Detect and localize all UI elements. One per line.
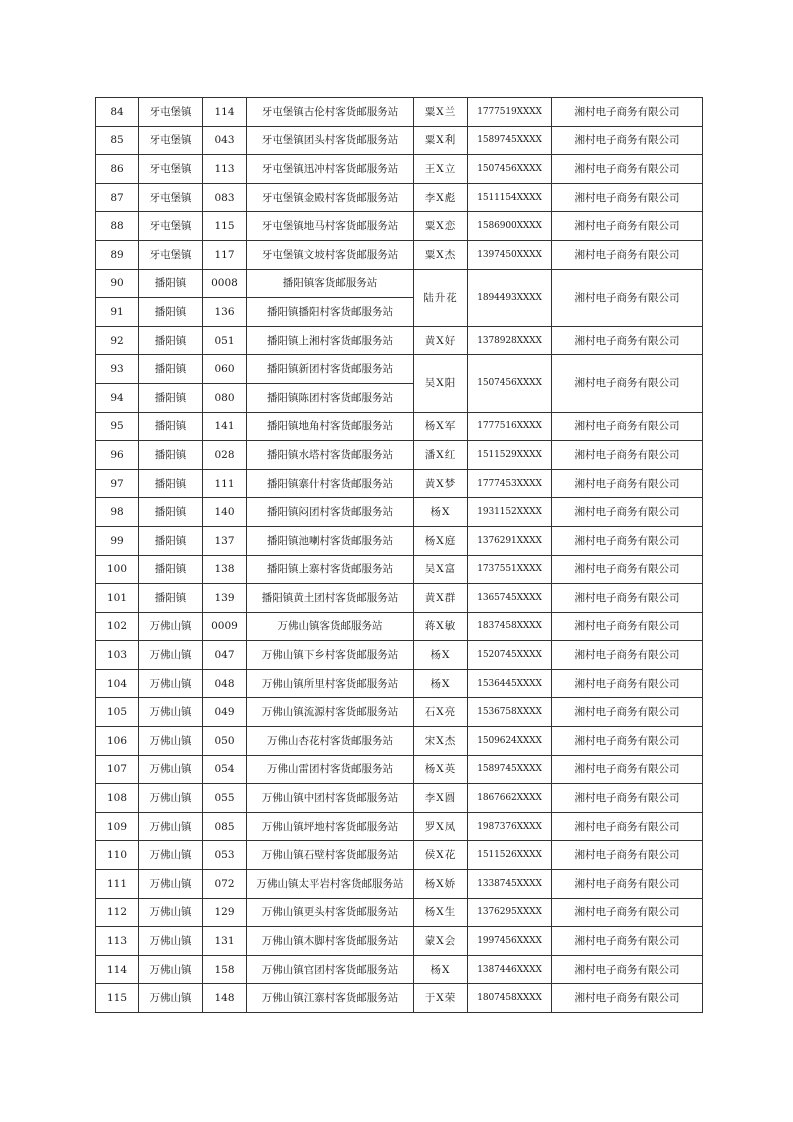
- town-cell: 万佛山镇: [139, 870, 203, 899]
- station-code-cell: 138: [203, 555, 247, 584]
- station-name-cell: 万佛山镇江寨村客货邮服务站: [247, 984, 414, 1013]
- contact-name-cell: 潘X红: [414, 441, 468, 470]
- phone-cell: 1867662XXXX: [468, 784, 552, 813]
- station-name-cell: 万佛山镇太平岩村客货邮服务站: [247, 870, 414, 899]
- table-row: [96, 612, 703, 641]
- row-number-cell: 99: [96, 526, 139, 555]
- company-cell: 湘村电子商务有限公司: [552, 984, 703, 1013]
- station-name-cell: 牙屯堡镇地马村客货邮服务站: [247, 212, 414, 241]
- row-number-cell: 108: [96, 784, 139, 813]
- town-cell: 播阳镇: [139, 555, 203, 584]
- phone-cell: 1807458XXXX: [468, 984, 552, 1013]
- phone-cell: 1338745XXXX: [468, 870, 552, 899]
- station-code-cell: 0008: [203, 269, 247, 298]
- station-code-cell: 148: [203, 984, 247, 1013]
- station-name-cell: 牙屯堡镇金殿村客货邮服务站: [247, 183, 414, 212]
- company-cell: 湘村电子商务有限公司: [552, 898, 703, 927]
- phone-cell: 1997456XXXX: [468, 927, 552, 956]
- company-cell: 湘村电子商务有限公司: [552, 126, 703, 155]
- station-name-cell: 万佛山镇流源村客货邮服务站: [247, 698, 414, 727]
- town-cell: 万佛山镇: [139, 784, 203, 813]
- station-code-cell: 111: [203, 469, 247, 498]
- company-cell: 湘村电子商务有限公司: [552, 841, 703, 870]
- town-cell: 万佛山镇: [139, 812, 203, 841]
- phone-cell: 1931152XXXX: [468, 498, 552, 527]
- station-code-cell: 053: [203, 841, 247, 870]
- station-name-cell: 播阳镇陈团村客货邮服务站: [247, 383, 414, 412]
- town-cell: 牙屯堡镇: [139, 126, 203, 155]
- table-row: [96, 212, 703, 241]
- town-cell: 万佛山镇: [139, 955, 203, 984]
- row-number-cell: 89: [96, 240, 139, 269]
- table-row: [96, 98, 703, 127]
- town-cell: 播阳镇: [139, 584, 203, 613]
- contact-name-cell: 杨X英: [414, 755, 468, 784]
- phone-cell: 1387446XXXX: [468, 955, 552, 984]
- station-name-cell: 万佛山镇所里村客货邮服务站: [247, 669, 414, 698]
- town-cell: 播阳镇: [139, 469, 203, 498]
- table-row: [96, 955, 703, 984]
- row-number-cell: 97: [96, 469, 139, 498]
- row-number-cell: 88: [96, 212, 139, 241]
- town-cell: 万佛山镇: [139, 984, 203, 1013]
- contact-name-cell: 罗X凤: [414, 812, 468, 841]
- table-row: [96, 355, 703, 384]
- contact-name-cell: 宋X杰: [414, 727, 468, 756]
- town-cell: 播阳镇: [139, 326, 203, 355]
- station-name-cell: 播阳镇新团村客货邮服务站: [247, 355, 414, 384]
- town-cell: 万佛山镇: [139, 727, 203, 756]
- town-cell: 播阳镇: [139, 269, 203, 298]
- station-name-cell: 播阳镇黄土团村客货邮服务站: [247, 584, 414, 613]
- table-row: [96, 812, 703, 841]
- row-number-cell: 92: [96, 326, 139, 355]
- company-cell: 湘村电子商务有限公司: [552, 498, 703, 527]
- station-code-cell: 043: [203, 126, 247, 155]
- town-cell: 播阳镇: [139, 298, 203, 327]
- phone-cell: 1376291XXXX: [468, 526, 552, 555]
- company-cell: 湘村电子商务有限公司: [552, 870, 703, 899]
- row-number-cell: 112: [96, 898, 139, 927]
- row-number-cell: 95: [96, 412, 139, 441]
- row-number-cell: 101: [96, 584, 139, 613]
- company-cell: 湘村电子商务有限公司: [552, 612, 703, 641]
- row-number-cell: 98: [96, 498, 139, 527]
- table-row: [96, 755, 703, 784]
- row-number-cell: 104: [96, 669, 139, 698]
- town-cell: 牙屯堡镇: [139, 155, 203, 184]
- phone-cell: 1511154XXXX: [468, 183, 552, 212]
- table-row: [96, 555, 703, 584]
- station-code-cell: 117: [203, 240, 247, 269]
- row-number-cell: 100: [96, 555, 139, 584]
- company-cell: 湘村电子商务有限公司: [552, 669, 703, 698]
- station-code-cell: 114: [203, 98, 247, 127]
- phone-cell: 1507456XXXX: [468, 155, 552, 184]
- company-cell: 湘村电子商务有限公司: [552, 555, 703, 584]
- row-number-cell: 111: [96, 870, 139, 899]
- company-cell: 湘村电子商务有限公司: [552, 326, 703, 355]
- station-code-cell: 049: [203, 698, 247, 727]
- station-code-cell: 085: [203, 812, 247, 841]
- phone-cell: 1777516XXXX: [468, 412, 552, 441]
- contact-name-cell: 吴X阳: [414, 355, 468, 412]
- company-cell: 湘村电子商务有限公司: [552, 441, 703, 470]
- table-row: [96, 870, 703, 899]
- table-row: [96, 727, 703, 756]
- station-name-cell: 万佛山雷团村客货邮服务站: [247, 755, 414, 784]
- station-code-cell: 054: [203, 755, 247, 784]
- table-row: [96, 240, 703, 269]
- contact-name-cell: 侯X花: [414, 841, 468, 870]
- station-name-cell: 播阳镇池喇村客货邮服务站: [247, 526, 414, 555]
- station-name-cell: 万佛山镇官团村客货邮服务站: [247, 955, 414, 984]
- station-code-cell: 080: [203, 383, 247, 412]
- row-number-cell: 91: [96, 298, 139, 327]
- table-row: [96, 469, 703, 498]
- station-code-cell: 158: [203, 955, 247, 984]
- town-cell: 万佛山镇: [139, 641, 203, 670]
- phone-cell: 1737551XXXX: [468, 555, 552, 584]
- town-cell: 万佛山镇: [139, 698, 203, 727]
- contact-name-cell: 杨X: [414, 955, 468, 984]
- station-name-cell: 播阳镇地角村客货邮服务站: [247, 412, 414, 441]
- contact-name-cell: 杨X: [414, 641, 468, 670]
- company-cell: 湘村电子商务有限公司: [552, 269, 703, 326]
- table-row: [96, 898, 703, 927]
- phone-cell: 1777519XXXX: [468, 98, 552, 127]
- town-cell: 播阳镇: [139, 526, 203, 555]
- row-number-cell: 113: [96, 927, 139, 956]
- company-cell: 湘村电子商务有限公司: [552, 584, 703, 613]
- contact-name-cell: 杨X生: [414, 898, 468, 927]
- company-cell: 湘村电子商务有限公司: [552, 240, 703, 269]
- town-cell: 万佛山镇: [139, 898, 203, 927]
- row-number-cell: 109: [96, 812, 139, 841]
- town-cell: 牙屯堡镇: [139, 98, 203, 127]
- phone-cell: 1378928XXXX: [468, 326, 552, 355]
- contact-name-cell: 粟X兰: [414, 98, 468, 127]
- station-name-cell: 万佛山镇更头村客货邮服务站: [247, 898, 414, 927]
- contact-name-cell: 蒋X敏: [414, 612, 468, 641]
- phone-cell: 1987376XXXX: [468, 812, 552, 841]
- station-code-cell: 0009: [203, 612, 247, 641]
- contact-name-cell: 蒙X会: [414, 927, 468, 956]
- row-number-cell: 110: [96, 841, 139, 870]
- station-code-cell: 131: [203, 927, 247, 956]
- table-row: [96, 126, 703, 155]
- contact-name-cell: 陆升花: [414, 269, 468, 326]
- town-cell: 万佛山镇: [139, 755, 203, 784]
- phone-cell: 1397450XXXX: [468, 240, 552, 269]
- station-name-cell: 万佛山镇下乡村客货邮服务站: [247, 641, 414, 670]
- row-number-cell: 115: [96, 984, 139, 1013]
- station-code-cell: 083: [203, 183, 247, 212]
- row-number-cell: 103: [96, 641, 139, 670]
- company-cell: 湘村电子商务有限公司: [552, 727, 703, 756]
- row-number-cell: 96: [96, 441, 139, 470]
- table-row: [96, 155, 703, 184]
- row-number-cell: 94: [96, 383, 139, 412]
- company-cell: 湘村电子商务有限公司: [552, 698, 703, 727]
- table-row: [96, 326, 703, 355]
- company-cell: 湘村电子商务有限公司: [552, 927, 703, 956]
- row-number-cell: 106: [96, 727, 139, 756]
- phone-cell: 1536758XXXX: [468, 698, 552, 727]
- table-row: [96, 927, 703, 956]
- town-cell: 万佛山镇: [139, 669, 203, 698]
- row-number-cell: 93: [96, 355, 139, 384]
- company-cell: 湘村电子商务有限公司: [552, 355, 703, 412]
- company-cell: 湘村电子商务有限公司: [552, 155, 703, 184]
- row-number-cell: 114: [96, 955, 139, 984]
- station-name-cell: 万佛山镇客货邮服务站: [247, 612, 414, 641]
- station-name-cell: 牙屯堡镇古伦村客货邮服务站: [247, 98, 414, 127]
- contact-name-cell: 杨X: [414, 498, 468, 527]
- town-cell: 万佛山镇: [139, 841, 203, 870]
- station-name-cell: 万佛山镇坪地村客货邮服务站: [247, 812, 414, 841]
- contact-name-cell: 粟X利: [414, 126, 468, 155]
- station-code-cell: 137: [203, 526, 247, 555]
- table-row: [96, 641, 703, 670]
- station-code-cell: 141: [203, 412, 247, 441]
- town-cell: 万佛山镇: [139, 927, 203, 956]
- contact-name-cell: 于X荣: [414, 984, 468, 1013]
- town-cell: 牙屯堡镇: [139, 240, 203, 269]
- table-row: [96, 984, 703, 1013]
- contact-name-cell: 李X彪: [414, 183, 468, 212]
- phone-cell: 1511529XXXX: [468, 441, 552, 470]
- contact-name-cell: 黄X好: [414, 326, 468, 355]
- station-code-cell: 129: [203, 898, 247, 927]
- station-name-cell: 万佛山杏花村客货邮服务站: [247, 727, 414, 756]
- table-row: [96, 784, 703, 813]
- station-code-cell: 113: [203, 155, 247, 184]
- station-code-cell: 055: [203, 784, 247, 813]
- contact-name-cell: 石X亮: [414, 698, 468, 727]
- phone-cell: 1511526XXXX: [468, 841, 552, 870]
- row-number-cell: 86: [96, 155, 139, 184]
- station-name-cell: 万佛山镇石壁村客货邮服务站: [247, 841, 414, 870]
- table-row: [96, 183, 703, 212]
- row-number-cell: 107: [96, 755, 139, 784]
- town-cell: 万佛山镇: [139, 612, 203, 641]
- town-cell: 播阳镇: [139, 355, 203, 384]
- station-code-cell: 050: [203, 727, 247, 756]
- company-cell: 湘村电子商务有限公司: [552, 183, 703, 212]
- phone-cell: 1376295XXXX: [468, 898, 552, 927]
- contact-name-cell: 杨X: [414, 669, 468, 698]
- table-row: [96, 841, 703, 870]
- station-code-cell: 115: [203, 212, 247, 241]
- phone-cell: 1536445XXXX: [468, 669, 552, 698]
- town-cell: 播阳镇: [139, 383, 203, 412]
- contact-name-cell: 杨X娇: [414, 870, 468, 899]
- company-cell: 湘村电子商务有限公司: [552, 755, 703, 784]
- contact-name-cell: 粟X杰: [414, 240, 468, 269]
- phone-cell: 1509624XXXX: [468, 727, 552, 756]
- phone-cell: 1586900XXXX: [468, 212, 552, 241]
- company-cell: 湘村电子商务有限公司: [552, 812, 703, 841]
- station-code-cell: 072: [203, 870, 247, 899]
- phone-cell: 1507456XXXX: [468, 355, 552, 412]
- town-cell: 播阳镇: [139, 441, 203, 470]
- table-row: [96, 584, 703, 613]
- station-name-cell: 播阳镇上湘村客货邮服务站: [247, 326, 414, 355]
- phone-cell: 1365745XXXX: [468, 584, 552, 613]
- contact-name-cell: 王X立: [414, 155, 468, 184]
- station-name-cell: 播阳镇上寨村客货邮服务站: [247, 555, 414, 584]
- contact-name-cell: 杨X庭: [414, 526, 468, 555]
- station-code-cell: 060: [203, 355, 247, 384]
- phone-cell: 1520745XXXX: [468, 641, 552, 670]
- row-number-cell: 84: [96, 98, 139, 127]
- company-cell: 湘村电子商务有限公司: [552, 641, 703, 670]
- table-row: [96, 698, 703, 727]
- town-cell: 播阳镇: [139, 498, 203, 527]
- station-name-cell: 播阳镇播阳村客货邮服务站: [247, 298, 414, 327]
- town-cell: 牙屯堡镇: [139, 183, 203, 212]
- station-name-cell: 万佛山镇木脚村客货邮服务站: [247, 927, 414, 956]
- station-name-cell: 播阳镇寨什村客货邮服务站: [247, 469, 414, 498]
- phone-cell: 1894493XXXX: [468, 269, 552, 326]
- station-name-cell: 播阳镇闷团村客货邮服务站: [247, 498, 414, 527]
- table-row: [96, 526, 703, 555]
- station-name-cell: 播阳镇水塔村客货邮服务站: [247, 441, 414, 470]
- company-cell: 湘村电子商务有限公司: [552, 784, 703, 813]
- station-code-cell: 140: [203, 498, 247, 527]
- town-cell: 牙屯堡镇: [139, 212, 203, 241]
- station-code-cell: 028: [203, 441, 247, 470]
- company-cell: 湘村电子商务有限公司: [552, 212, 703, 241]
- station-name-cell: 万佛山镇中团村客货邮服务站: [247, 784, 414, 813]
- company-cell: 湘村电子商务有限公司: [552, 469, 703, 498]
- station-table: [95, 97, 703, 1013]
- table-row: [96, 269, 703, 298]
- station-name-cell: 播阳镇客货邮服务站: [247, 269, 414, 298]
- table-body: [96, 98, 703, 1013]
- station-name-cell: 牙屯堡镇文坡村客货邮服务站: [247, 240, 414, 269]
- row-number-cell: 102: [96, 612, 139, 641]
- row-number-cell: 87: [96, 183, 139, 212]
- row-number-cell: 90: [96, 269, 139, 298]
- company-cell: 湘村电子商务有限公司: [552, 526, 703, 555]
- contact-name-cell: 李X圆: [414, 784, 468, 813]
- row-number-cell: 105: [96, 698, 139, 727]
- station-code-cell: 051: [203, 326, 247, 355]
- company-cell: 湘村电子商务有限公司: [552, 98, 703, 127]
- contact-name-cell: 杨X军: [414, 412, 468, 441]
- station-code-cell: 139: [203, 584, 247, 613]
- company-cell: 湘村电子商务有限公司: [552, 412, 703, 441]
- company-cell: 湘村电子商务有限公司: [552, 955, 703, 984]
- table-row: [96, 498, 703, 527]
- phone-cell: 1589745XXXX: [468, 755, 552, 784]
- table-row: [96, 441, 703, 470]
- town-cell: 播阳镇: [139, 412, 203, 441]
- phone-cell: 1589745XXXX: [468, 126, 552, 155]
- contact-name-cell: 黄X群: [414, 584, 468, 613]
- station-code-cell: 048: [203, 669, 247, 698]
- row-number-cell: 85: [96, 126, 139, 155]
- phone-cell: 1777453XXXX: [468, 469, 552, 498]
- station-code-cell: 047: [203, 641, 247, 670]
- station-code-cell: 136: [203, 298, 247, 327]
- table-row: [96, 669, 703, 698]
- station-name-cell: 牙屯堡镇团头村客货邮服务站: [247, 126, 414, 155]
- table-row: [96, 412, 703, 441]
- contact-name-cell: 黄X梦: [414, 469, 468, 498]
- contact-name-cell: 吴X富: [414, 555, 468, 584]
- contact-name-cell: 粟X恋: [414, 212, 468, 241]
- station-name-cell: 牙屯堡镇迅冲村客货邮服务站: [247, 155, 414, 184]
- phone-cell: 1837458XXXX: [468, 612, 552, 641]
